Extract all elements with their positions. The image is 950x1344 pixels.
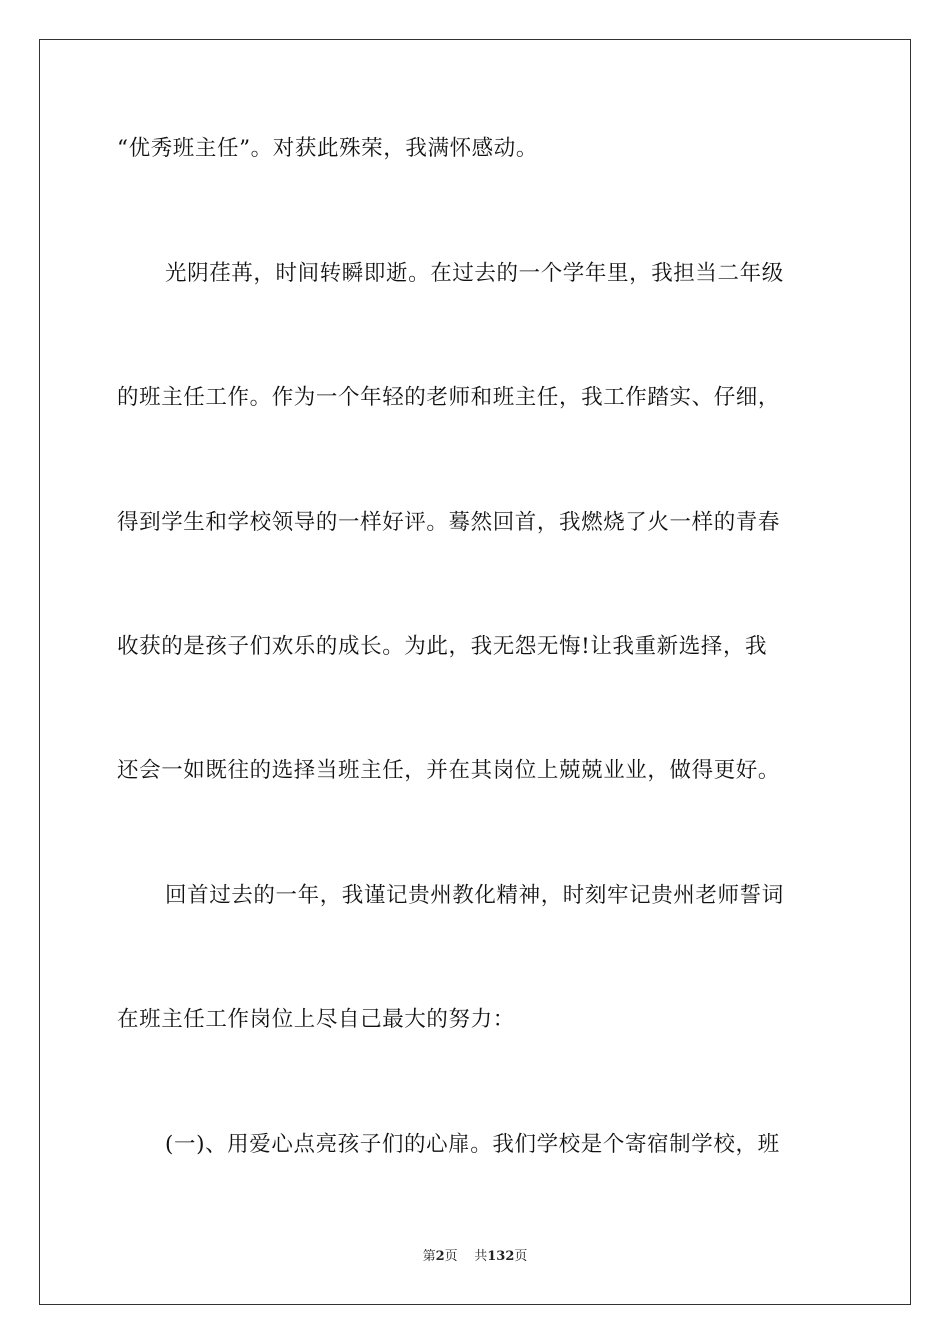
text-line-4: 得到学生和学校领导的一样好评。蓦然回首，我燃烧了火一样的青春 bbox=[117, 510, 781, 535]
text-line-7: 回首过去的一年，我谨记贵州教化精神，时刻牢记贵州老师誓词 bbox=[165, 883, 784, 908]
text-line-5: 收获的是孩子们欢乐的成长。为此，我无怨无悔!让我重新选择，我 bbox=[117, 634, 768, 659]
text-line-9: (一)、用爱心点亮孩子们的心扉。我们学校是个寄宿制学校，班 bbox=[165, 1132, 780, 1157]
page-border bbox=[39, 39, 911, 1305]
text-line-1: “优秀班主任”。对获此殊荣，我满怀感动。 bbox=[117, 136, 538, 161]
text-line-2: 光阴荏苒，时间转瞬即逝。在过去的一个学年里，我担当二年级 bbox=[165, 261, 784, 286]
page-number: 2 bbox=[435, 1249, 445, 1264]
text-line-8: 在班主任工作岗位上尽自己最大的努力： bbox=[117, 1007, 515, 1032]
total-suffix: 页 bbox=[514, 1249, 528, 1264]
page-suffix: 页 bbox=[444, 1249, 458, 1264]
text-line-6: 还会一如既往的选择当班主任，并在其岗位上兢兢业业，做得更好。 bbox=[117, 758, 781, 783]
page-prefix: 第 bbox=[422, 1249, 436, 1264]
text-line-3: 的班主任工作。作为一个年轻的老师和班主任，我工作踏实、仔细， bbox=[117, 385, 781, 410]
page-footer bbox=[0, 1248, 950, 1266]
total-prefix: 共 bbox=[474, 1249, 488, 1264]
total-pages: 132 bbox=[487, 1249, 515, 1264]
